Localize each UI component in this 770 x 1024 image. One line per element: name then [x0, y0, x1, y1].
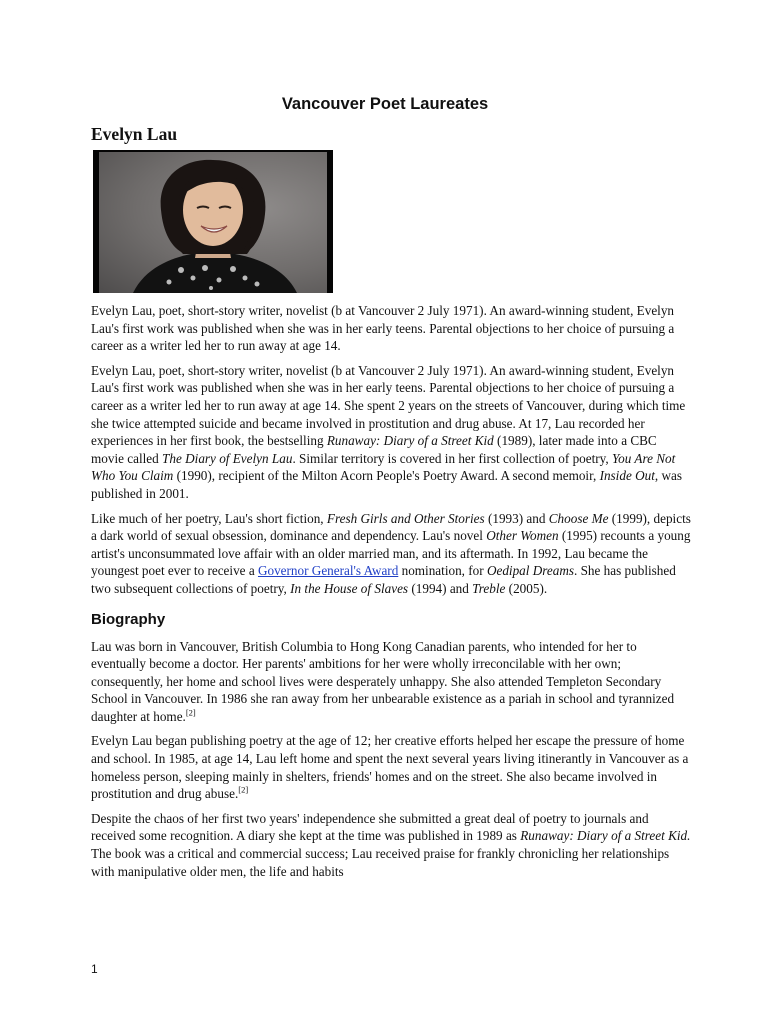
bio-paragraph-2 [91, 732, 691, 802]
article-body [91, 302, 691, 887]
text-run: (1989), later made into a CBC movie called [91, 433, 657, 466]
fiction-paragraph [91, 510, 691, 598]
movie-title: The Diary of Evelyn Lau [162, 450, 293, 466]
book-title: Treble [472, 580, 506, 596]
text-run: . She has published two subsequent collections of poetry, [91, 563, 676, 596]
book-title: Oedipal Dreams [486, 563, 574, 579]
text-run: (1995) recounts a young artist's unconsummated love affair with an older married man, and its aftermath. In 1992, Lau became the youngest poet ever to receive a [91, 528, 691, 579]
book-title: You Are Not Who You Claim [91, 450, 676, 484]
text-run: . Similar territory is covered in her first collection of poetry, [292, 450, 613, 466]
citation-link[interactable]: [2] [238, 784, 249, 795]
book-title: Other Women [486, 528, 559, 544]
bio-paragraph-3 [91, 810, 691, 880]
text-run: Evelyn Lau, poet, short-story writer, novelist (b at Vancouver 2 July 1971). An award-winning student, Evelyn Lau's first work was published when she was in her early teens. Parental objections to her choice of pursuing a career as a writer led her to run away at age 14. She spent 2 years on the streets of Vancouver, during which time she twice attempted suicide and became involved in prostitution and drug abuse. At 17, Lau recorded her experiences in her first book, the bestselling [91, 362, 686, 449]
book-title: Inside Out [599, 468, 655, 484]
text-run: (2005). [505, 580, 548, 596]
text-run: nomination, for [398, 563, 487, 579]
page-title: Vancouver Poet Laureates [281, 95, 489, 113]
text-run: The book was a critical and commercial success; Lau received praise for frankly chronicling her relationships with manipulative older men, the life and habits [91, 846, 670, 879]
text-run: (1993) and [484, 510, 549, 526]
text-run: (1990), recipient of the Milton Acorn People's Poetry Award. A second memoir, [173, 468, 600, 484]
book-title: Runaway: Diary of a Street Kid. [520, 828, 691, 844]
text-run: (1994) and [408, 580, 473, 596]
governor-generals-award-link[interactable]: Governor General's Award [257, 563, 399, 579]
text-run: , was published in 2001. [91, 468, 682, 501]
citation-link[interactable]: [2] [185, 707, 196, 718]
text-run: Like much of her poetry, Lau's short fiction, [91, 510, 327, 526]
bio-paragraph-1 [91, 638, 691, 726]
text-run: Despite the chaos of her first two years' independence she submitted a great deal of poetry to journals and received some recognition. A diary she kept at the time was published in 1989 as [91, 810, 649, 844]
text-run: (1999), depicts a dark world of sexual obsession, dominance and dependency. Lau's novel [91, 510, 691, 544]
intro-paragraph: Evelyn Lau, poet, short-story writer, novelist (b at Vancouver 2 July 1971). An award-winning student, Evelyn Lau's first work was published when she was in her early teens. Parental objections to her choice of pursuing a career as a writer led her to run away at age 14. [91, 303, 675, 354]
book-title: In the House of Slaves [290, 580, 409, 596]
biography-heading: Biography [91, 610, 166, 628]
subject-name-heading: Evelyn Lau [91, 124, 178, 144]
career-paragraph [91, 362, 691, 503]
book-title: Choose Me [548, 510, 609, 526]
text-run: Lau was born in Vancouver, British Columbia to Hong Kong Canadian parents, who intended for her to eventually become a doctor. Her parents' ambitions for her were wholly irreconcilable with her own; consequently, her home and school lives were desperately unhappy. She also attended Templeton Secondary School in Vancouver. In 1986 she ran away from her unbearable existence as a pariah in school and tyrannized daughter at home. [91, 638, 675, 724]
book-title: Fresh Girls and Other Stories [326, 510, 485, 526]
book-title: Runaway: Diary of a Street Kid [326, 433, 494, 449]
text-run: Evelyn Lau began publishing poetry at the age of 12; her creative efforts helped her escape the pressure of home and school. In 1985, at age 14, Lau left home and spent the next several years living itinerantly in Vancouver as a homeless person, sleeping mainly in shelters, friends' homes and on the street. She also became involved in prostitution and drug abuse. [91, 733, 689, 802]
portrait-illustration [93, 150, 333, 293]
author-photo [93, 150, 333, 293]
page-number: 1 [91, 962, 98, 976]
